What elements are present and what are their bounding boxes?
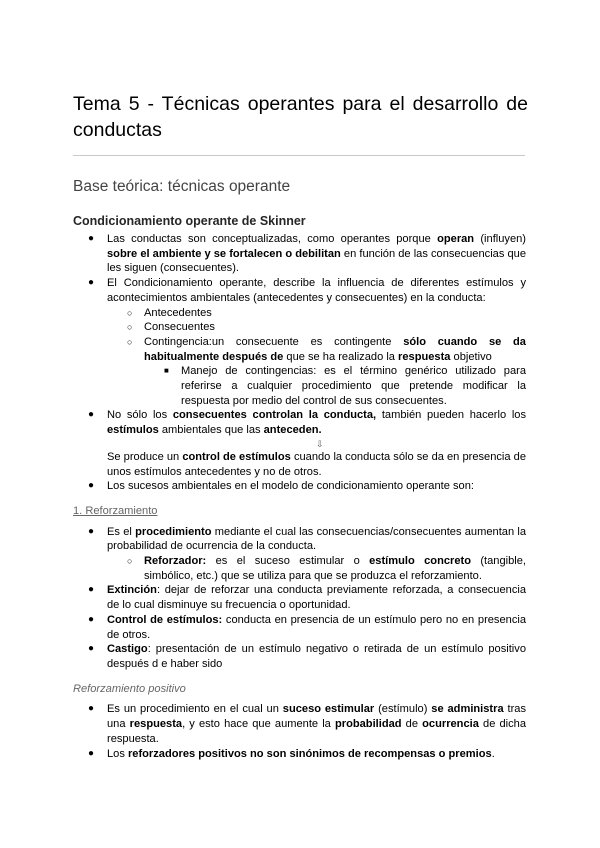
bold-run: anteceden. xyxy=(263,424,322,437)
section-heading: Base teórica: técnicas operante xyxy=(73,178,291,195)
subsection-heading: Condicionamiento operante de Skinner xyxy=(73,214,306,228)
text-run: Antecedentes xyxy=(144,306,212,319)
bullet-icon: ● xyxy=(88,233,95,244)
horizontal-rule xyxy=(73,155,525,156)
list-item xyxy=(0,525,526,554)
list-item xyxy=(0,276,526,305)
list-item xyxy=(0,408,526,437)
bold-run: probabilidad xyxy=(334,718,402,731)
section-title-text: 1. Reforzamiento xyxy=(73,504,158,517)
bullet-list xyxy=(0,232,600,438)
text-run: mediante el cual las consecuencias/consecuentes aumentan la probabilidad de ocurrencia de la conducta. xyxy=(107,525,526,553)
bold-run: suceso estimular xyxy=(282,703,375,716)
square-bullet-icon: ■ xyxy=(164,366,169,376)
list-item xyxy=(0,554,526,583)
bold-run: Reforzador: xyxy=(144,555,207,568)
bullet-list xyxy=(0,525,600,672)
list-item xyxy=(0,306,526,321)
bold-run: Extinción xyxy=(107,584,157,597)
paragraph xyxy=(0,450,526,479)
bullet-icon: ● xyxy=(88,480,95,492)
text-run: que se ha realizado la xyxy=(283,350,399,363)
text-run: Manejo de contingencias: es el término genérico utilizado para referirse a cualquier procedimiento que pretende modificar la respuesta por medio del control de sus consecuentes. xyxy=(181,365,526,407)
bold-run: operan xyxy=(437,233,475,245)
text-run: (tangible, simbólico, etc.) que se utiliza para que se produzca el reforzamiento. xyxy=(144,555,526,582)
bold-run: ocurrencia xyxy=(422,718,479,731)
circle-bullet-icon: ○ xyxy=(127,322,133,333)
text-run: Los xyxy=(107,747,128,760)
document-title: Tema 5 - Técnicas operantes para el desarrollo de conductas xyxy=(73,93,528,141)
text-run: conducta en presencia de un estímulo pero no en presencia de otros. xyxy=(107,613,526,641)
list-item xyxy=(0,232,526,276)
text-run: Es un procedimiento en el cual un xyxy=(107,703,283,716)
bold-run: procedimiento xyxy=(135,525,212,538)
text-run: : presentación de un estímulo negativo o retirada de un estímulo positivo después d e haber sido xyxy=(107,643,526,670)
down-arrow-icon: ⇩ xyxy=(316,438,324,449)
text-run: Consecuentes xyxy=(144,321,215,334)
bold-run: Castigo xyxy=(107,643,148,656)
bold-run: sobre el ambiente y se fortalecen o debilitan xyxy=(107,247,341,260)
text-run: (estímulo) xyxy=(374,703,432,716)
text-run: de xyxy=(401,718,423,731)
bold-run: reforzadores positivos no son sinónimos de recompensas o premios xyxy=(127,747,492,760)
text-run: de dicha respuesta. xyxy=(107,718,527,745)
list-item xyxy=(0,747,526,762)
text-run: No sólo los xyxy=(107,409,173,422)
list-item xyxy=(0,613,526,642)
bullet-icon: ● xyxy=(88,277,95,289)
text-run: objetivo xyxy=(450,350,492,363)
list-item xyxy=(0,364,526,408)
bold-run: consecuentes controlan la conducta, xyxy=(172,409,377,422)
list-item xyxy=(0,702,526,746)
list-item xyxy=(0,583,526,612)
bullet-list xyxy=(0,702,600,761)
bullet-list xyxy=(0,479,600,494)
text-run: , y esto hace que aumente la xyxy=(182,718,335,731)
bullet-icon: ● xyxy=(88,643,95,655)
text-run: El Condicionamiento operante, describe la influencia de diferentes estímulos y acontecimientos ambientales (antecedentes y consecuentes) en la conducta: xyxy=(107,277,526,304)
document-body xyxy=(0,232,600,761)
text-run: ambientales que las xyxy=(158,424,264,437)
text-run: Las conductas son conceptualizadas, como operantes porque xyxy=(107,233,438,245)
list-item xyxy=(0,320,526,335)
text-run: Los sucesos ambientales en el modelo de condicionamiento operante son: xyxy=(107,480,474,493)
text-run: . xyxy=(491,747,495,760)
bullet-icon: ● xyxy=(88,747,95,759)
text-run: cuando la conducta sólo se da en presencia de unos estímulos antecedentes y no de otros. xyxy=(107,450,526,478)
bold-run: respuesta xyxy=(398,350,451,363)
text-run: Contingencia:un consecuente es contingente xyxy=(144,335,404,348)
text-run: tras una xyxy=(107,703,526,731)
text-run: en función de las consecuencias que les siguen (consecuentes). xyxy=(107,247,526,275)
bullet-icon: ● xyxy=(88,409,95,421)
list-item xyxy=(0,335,526,364)
bullet-icon: ● xyxy=(88,584,95,596)
text-run: (influyen) xyxy=(474,233,526,245)
bold-run: estímulo concreto xyxy=(369,555,471,568)
bullet-icon: ● xyxy=(88,613,95,625)
bullet-icon: ● xyxy=(88,703,95,715)
text-run: Se produce un xyxy=(107,450,183,463)
text-run: también pueden hacerlo los xyxy=(376,409,526,422)
section-title xyxy=(0,504,600,519)
text-run: : dejar de reforzar una conducta previamente reforzada, a consecuencia de lo cual disminuye su frecuencia o oportunidad. xyxy=(107,584,526,612)
bold-run: se administra xyxy=(431,703,504,716)
bold-run: control de estímulos xyxy=(182,450,291,463)
circle-bullet-icon: ○ xyxy=(127,556,133,567)
bold-run: Control de estímulos: xyxy=(107,613,223,626)
text-run: Es el xyxy=(107,525,136,538)
circle-bullet-icon: ○ xyxy=(127,307,133,318)
bullet-icon: ● xyxy=(88,525,95,537)
subsection-title: Reforzamiento positivo xyxy=(73,682,186,695)
list-item xyxy=(0,479,526,494)
list-item xyxy=(0,642,526,671)
bold-run: respuesta xyxy=(129,718,183,731)
text-run: es el suceso estimular o xyxy=(206,555,370,568)
bold-run: sólo cuando se da habitualmente después de xyxy=(144,335,526,363)
bold-run: estímulos xyxy=(107,424,159,437)
circle-bullet-icon: ○ xyxy=(127,336,133,347)
